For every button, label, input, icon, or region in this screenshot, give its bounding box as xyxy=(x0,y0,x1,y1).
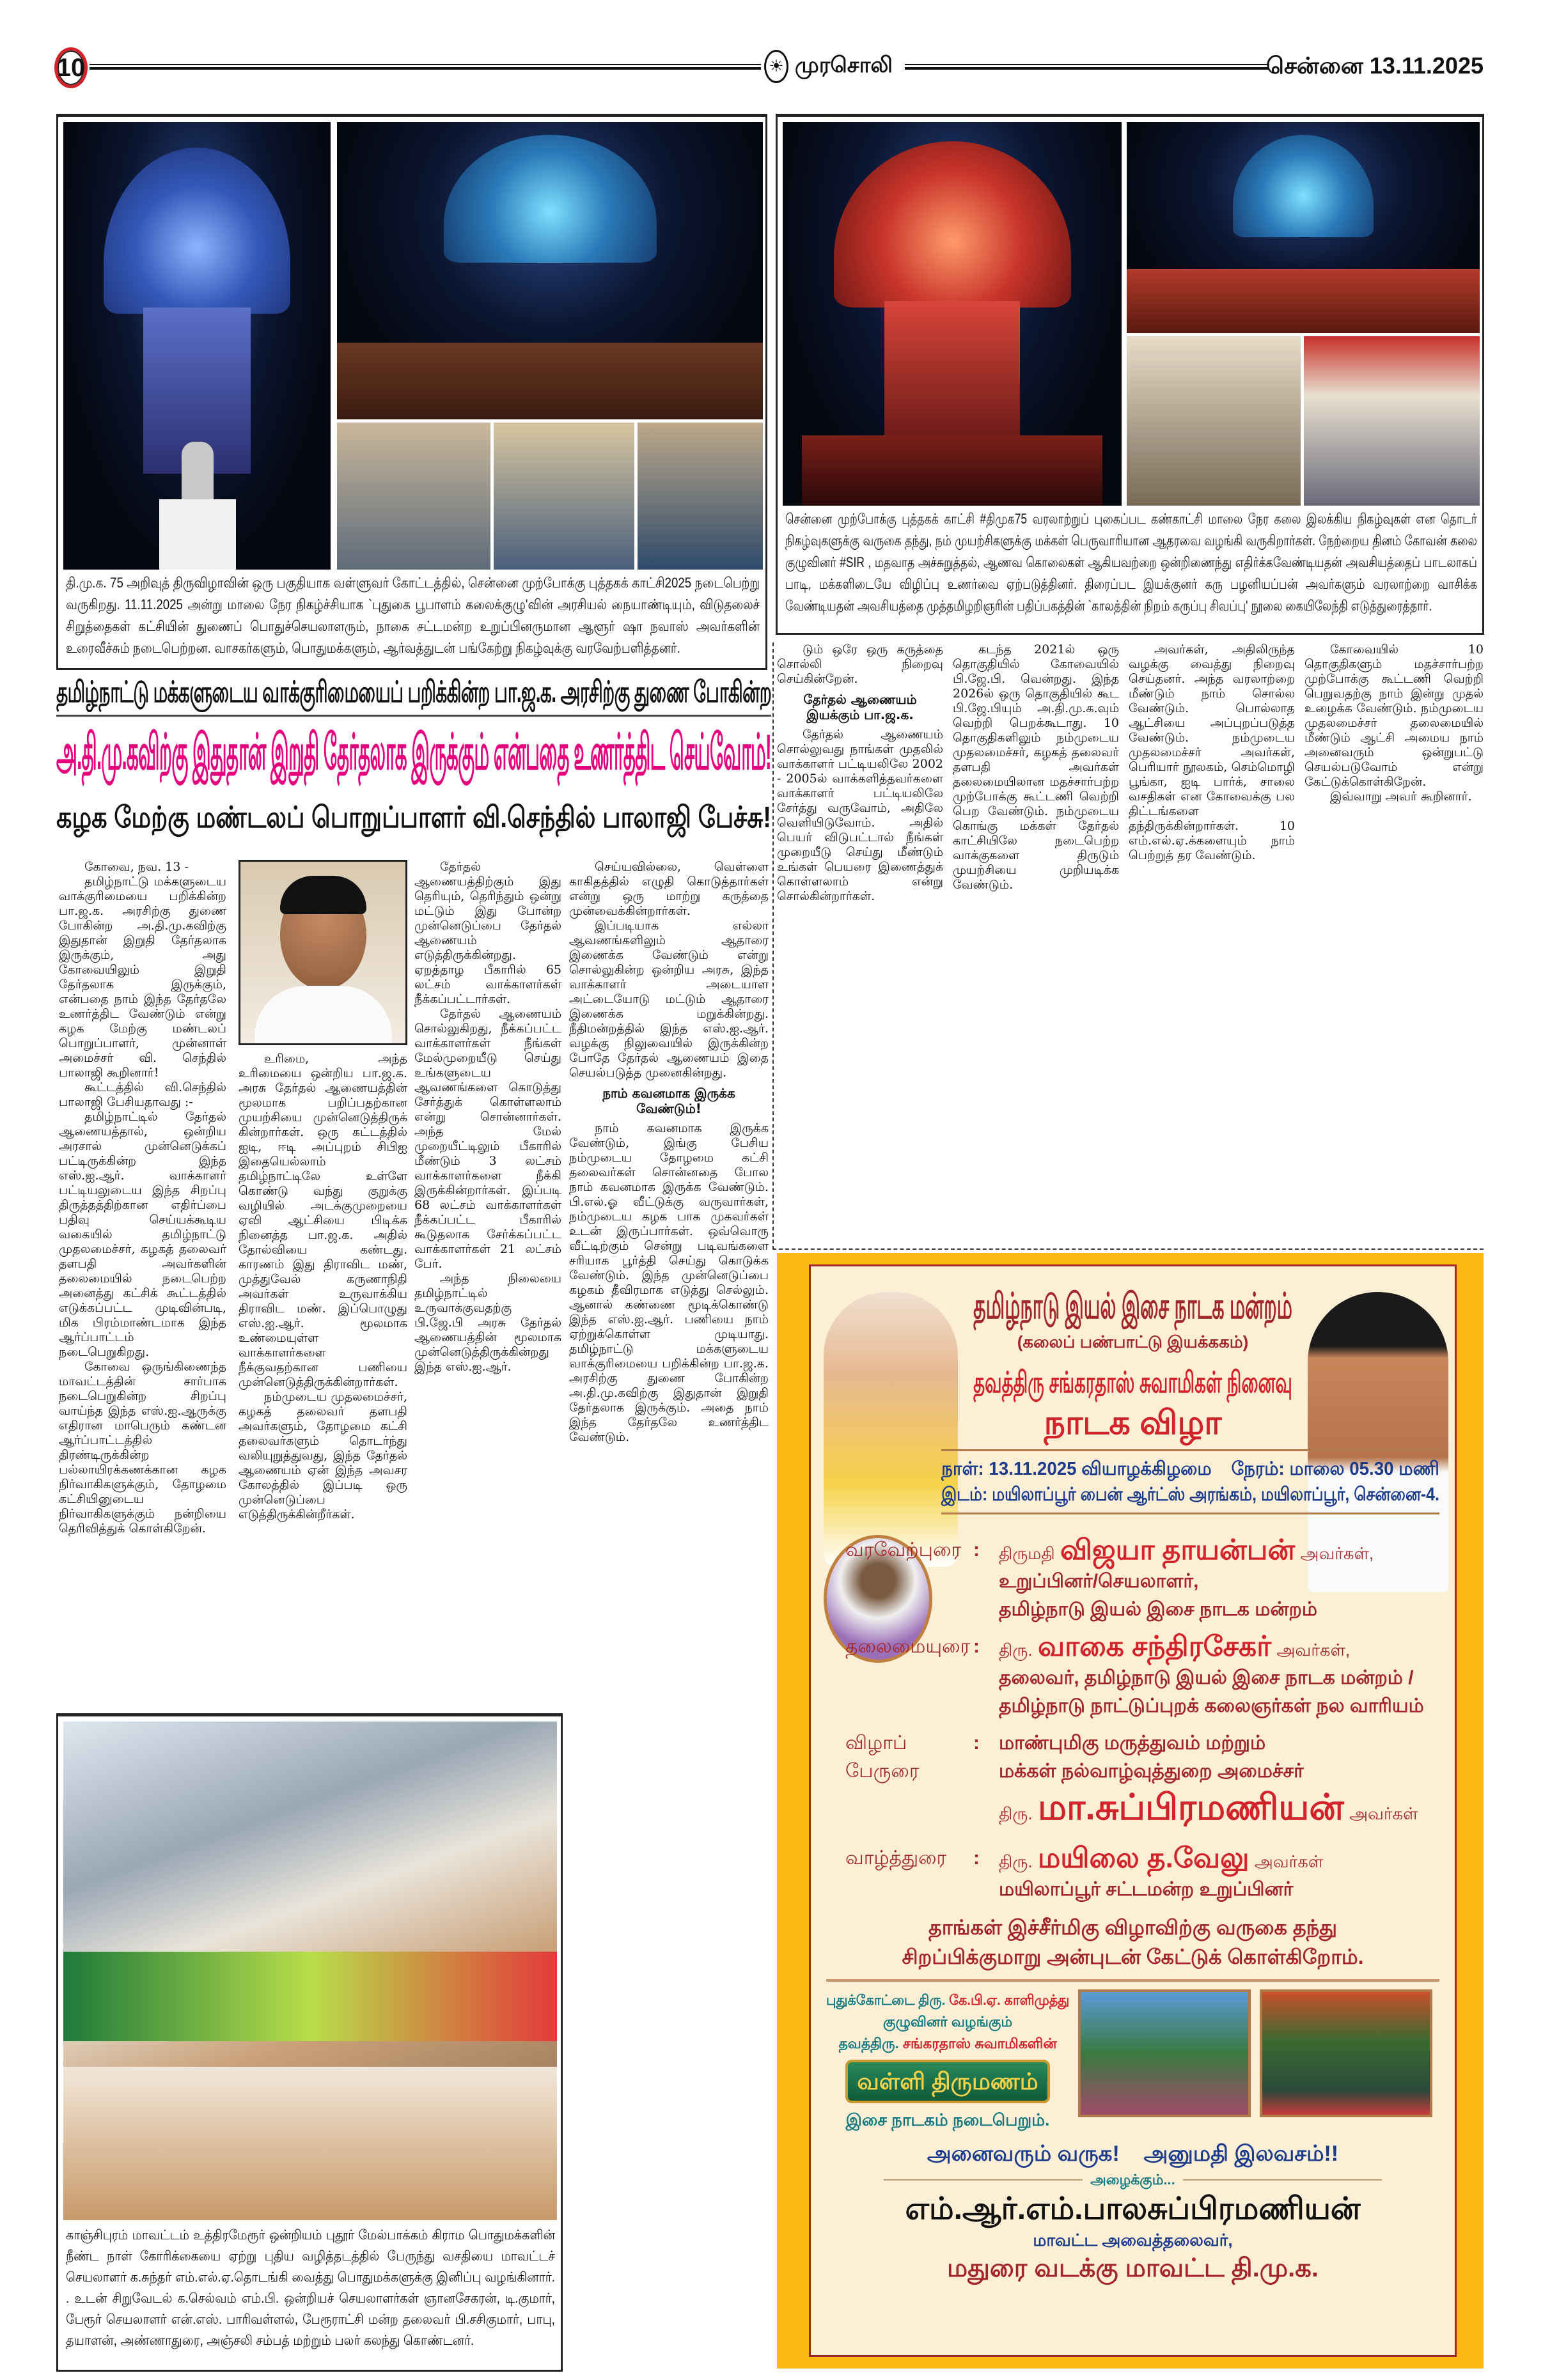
program-felicitation xyxy=(845,1844,1439,1904)
page-header xyxy=(54,45,1484,89)
main-headline: அ.தி.மு.கவிற்கு இதுதான் இறுதி தேர்தலாக இருக்கும் என்பதை உணர்த்திட செய்வோம்! xyxy=(56,724,771,780)
photo-story-bus-service xyxy=(56,1713,563,2372)
article-paragraph: கூட்டத்தில் வி.செந்தில் பாலாஜி பேசியதாவது :- xyxy=(59,1080,226,1109)
photo-caption: சென்னை முற்போக்கு புத்தகக் காட்சி #திமுக75 வரலாற்றுப் புகைப்பட கண்காட்சி மாலை நேர கலை இலக்கிய நிகழ்வுகள் என தொடர் நிகழ்வுகளுக்கு வருகை தந்து, நம் முயற்சிகளுக்கு மக்கள் பெருவாரியான ஆதரவை வழங்கி வருகிறார்கள். நேற்றைய தினம் கோவன் கலை குழுவினர் #SIR , மதவாத அச்சுறுத்தல், ஆணவ கொலைகள் ஆகியவற்றை ஒன்றிணைந்து எதிர்க்கவேண்டியதன் அவசியத்தைப் பாடலாகப் பாடி, மக்களிடையே விழிப்பு உணர்வை ஏற்படுத்தினர். திரைப்பட இயக்குனர் கரு பழனியப்பன் அவர்களும் வரலாற்றை வாசிக்க வேண்டியதன் அவசியத்தை முத்தமிழறிஞரின் பதிப்பகத்தின் `காலத்தின் நிறம் கருப்பு சிவப்பு' நூலை கையிலேந்தி எடுத்துரைத்தார். xyxy=(785,511,1477,614)
speaker-role: உறுப்பினர்/செயலாளர், xyxy=(999,1571,1199,1592)
event-advertisement xyxy=(777,1253,1484,2368)
photo-dome-speaker xyxy=(63,122,331,570)
ad-divider xyxy=(1183,2179,1382,2181)
main-headline-wrap xyxy=(56,721,771,785)
speaker-role: மக்கள் நல்வாழ்வுத்துறை அமைச்சர் xyxy=(999,1761,1304,1782)
sub-headline-wrap xyxy=(56,799,771,837)
honorific: அவர்கள், xyxy=(1300,1544,1374,1563)
article-subheading: நாம் கவனமாக இருக்க வேண்டும்! xyxy=(602,1085,735,1116)
ad-divider xyxy=(826,1979,1439,1982)
program-presiding xyxy=(845,1633,1439,1720)
photo-story-dmk75 xyxy=(776,114,1484,635)
photo-book-exhibition xyxy=(1304,336,1480,506)
ad-venue: இடம்: மயிலாப்பூர் பைன் ஆர்ட்ஸ் அரங்கம், மயிலாப்பூர், சென்னை-4. xyxy=(941,1484,1439,1505)
article-paragraph: கோவை, நவ. 13 - xyxy=(84,860,189,874)
article-column xyxy=(239,1052,407,1705)
header-rule xyxy=(90,64,761,70)
colon: : xyxy=(973,1539,980,1560)
host-title: மாவட்ட அவைத்தலைவர், xyxy=(1033,2230,1233,2250)
article-paragraph: டும் ஒரே ஒரு கருத்தை சொல்லி நிறைவு செய்கின்றேன். xyxy=(777,642,943,686)
photo-story-book-fair xyxy=(56,114,767,670)
title-prefix: தவத்திரு. xyxy=(838,2035,899,2051)
speaker-role: மயிலாப்பூர் சட்டமன்ற உறுப்பினர் xyxy=(999,1879,1294,1900)
sub-headline: கழக மேற்கு மண்டலப் பொறுப்பாளர் வி.செந்தில் பாலாஜி பேச்சு! xyxy=(56,800,771,834)
article-paragraph: உரிமை, அந்த உரிமையை ஒன்றிய பா.ஜ.க. அரசு தேர்தல் ஆணையத்தின் மூலமாக பறிப்பதற்கான முயற்சியை முன்னெடுத்திருக் கின்றார்கள். ஒரு கட்டத்தில் ஐடி, ஈடி அப்புறம் சிபிஐ இதையெல்லாம் தமிழ்நாட்டிலே உள்ளே கொண்டு வந்து குறுக்கு வழியில் அடக்குமுறையை ஏவி ஆட்சியை பிடிக்க நினைத்த பா.ஜ.க. அதில் தோல்வியை கண்டது. காரணம் இது திராவிட மண், முத்துவேல் கருணாநிதி அவர்கள் உருவாக்கிய திராவிட மண். இப்பொழுது எஸ்.ஐ.ஆர். மூலமாக உண்மையுள்ள வாக்காளர்களை நீக்குவதற்கான பணியை முன்னெடுத்திருக்கின்றார்கள். xyxy=(239,1052,407,1389)
article-paragraph: அவர்கள், அதிலிருந்த வழக்கு வைத்து நிறைவு செய்தனர். அந்த வரலாற்றை மீண்டும் நாம் சொல்ல வேண்டும். பொல்லாத ஆட்சியை அப்புறப்படுத்த வேண்டும். நம்முடைய முதலமைச்சர் அவர்கள், பெரியார் நூலகம், செம்மொழி பூங்கா, ஐடி பார்க், சாலை வசதிகள் என கோவைக்கு பல திட்டங்களை தந்திருக்கின்றார்கள். 10 எம்.எல்.ஏ.க்களையும் நாம் பெற்றுத் தர வேண்டும். xyxy=(1129,642,1295,862)
troupe-leader: கே.பி.ஏ. காளிமுத்து xyxy=(949,1992,1070,2008)
program-label: வரவேற்புரை xyxy=(845,1539,961,1560)
program-keynote xyxy=(845,1729,1439,1835)
inviting-label: அழைக்கும்... xyxy=(1090,2172,1175,2188)
title-prefix: திரு. xyxy=(999,1640,1033,1660)
speaker-org: தமிழ்நாடு நாட்டுப்புறக் கலைஞர்கள் நல வாரியம் xyxy=(999,1695,1424,1716)
article-column xyxy=(414,860,561,1705)
ad-event-title: தவத்திரு சங்கரதாஸ் சுவாமிகள் நினைவு xyxy=(973,1365,1292,1399)
title-prefix: திருமதி xyxy=(999,1544,1055,1563)
title-prefix: திரு. xyxy=(999,1804,1033,1823)
author-photo xyxy=(239,860,407,1045)
photo-drama-scene-2 xyxy=(1260,1989,1432,2117)
article-paragraph: கடந்த 2021ல் ஒரு தொகுதியில் கோவையில் பி.ஜே.பி. வென்றது. இந்த 2026ல் ஒரு தொகுதியில் கூட பி.ஜே.பியும் அ.தி.மு.க.வும் வெற்றி பெறக்கூடாது. 10 தொகுதிகளிலும் நம்முடைய முதலமைச்சர், கழகத் தலைவர் தளபதி அவர்கள் தலைமையிலான மதச்சார்பற்ற முற்போக்கு கூட்டணி வெற்றி பெற வேண்டும். நம்முடைய கொங்கு மக்கள் தேர்தல் காட்சியிலே நடைபெற்ற வாக்குகளை திருடும் முயற்சியை முறியடிக்க வேண்டும். xyxy=(953,642,1119,892)
article-column xyxy=(953,642,1119,1243)
colon: : xyxy=(973,1636,980,1657)
ad-divider xyxy=(941,1513,1439,1514)
title-prefix: திரு. xyxy=(999,1852,1033,1871)
host-organization: மதுரை வடக்கு மாவட்ட தி.மு.க. xyxy=(947,2254,1319,2282)
article-paragraph: தமிழ்நாட்டு மக்களுடைய வாக்குரிமையை பறிக்கின்ற பா.ஜ.க. அரசிற்கு துணை போகின்ற அ.தி.மு.கவிற்கு இதுதான் இறுதி தேர்தலாக இருக்கும், அது கோவையிலும் இறுதி தேர்தலாக இருக்கும், என்பதை நாம் இந்த தேர்தலே உணர்த்திட வேண்டும் என்று கழக மேற்கு மண்டலப் பொறுப்பாளர், முன்னாள் அமைச்சர் வி. செந்தில் பாலாஜி கூறினார்! xyxy=(59,875,226,1080)
program-label: தலைமையுரை xyxy=(845,1636,970,1657)
edition-date: சென்னை 13.11.2025 xyxy=(1265,52,1484,79)
article-column xyxy=(59,860,226,1705)
speaker-name: விஜயா தாயன்பன் xyxy=(1060,1534,1296,1566)
inviting-row xyxy=(884,2170,1382,2190)
article-paragraph: தேர்தல் ஆணையத்திற்கும் இது தெரியும், தெரிந்தும் ஒன்று மட்டும் இது போன்ற முன்னெடுப்பை தேர்தல் ஆணையம் எடுத்திருக்கின்றது. ஏறத்தாழ பீகாரில் 65 லட்சம் வாக்காளர்கள் நீக்கப்பட்டார்கள். xyxy=(414,860,561,1006)
ad-org-title: தமிழ்நாடு இயல் இசை நாடக மன்றம் xyxy=(973,1286,1292,1326)
article-subheading: தேர்தல் ஆணையம் இயக்கும் பா.ஜ.க. xyxy=(803,692,917,722)
article-paragraph: செய்யவில்லை, வெள்ளை காகிதத்தில் எழுதி கொடுத்தார்கள் என்று ஒரு மாற்று கருத்தை முன்வைக்கின்றார்கள். xyxy=(569,860,769,918)
kicker-rule xyxy=(56,715,771,717)
play-title: வள்ளி திருமணம் xyxy=(857,2068,1038,2094)
speaker-name: மா.சுப்பிரமணியன் xyxy=(1037,1787,1344,1827)
photo-book-stall-3 xyxy=(638,423,763,570)
host-name: எம்.ஆர்.எம்.பாலசுப்பிரமணியன் xyxy=(905,2192,1361,2226)
article-paragraph: இப்படியாக எல்லா ஆவணங்களிலும் ஆதாரை இணைக்க வேண்டும் என்று சொல்லுகின்ற ஒன்றிய அரசு, இந்த வாக்காளர் அடையாள அட்டையோடு மட்டும் ஆதாரை இணைக்க மறுக்கின்றது. நீதிமன்றத்தில் இந்த எஸ்.ஐ.ஆர். வழக்கு நிலுவையில் இருக்கின்ற போதே தேர்தல் ஆணையம் இதை செயல்படுத்த முனைகின்றது. xyxy=(569,919,769,1080)
troupe-town: புதுக்கோட்டை திரு. xyxy=(826,1992,946,2008)
colon: : xyxy=(973,1847,980,1869)
honorific: அவர்கள், xyxy=(1276,1640,1351,1660)
rising-sun-emblem-icon: ☀ xyxy=(764,50,788,83)
masthead-title: முரசொலி xyxy=(795,52,893,78)
ad-org-subtitle: (கலைப் பண்பாட்டு இயக்ககம்) xyxy=(1017,1332,1249,1351)
headline-kicker: தமிழ்நாட்டு மக்களுடைய வாக்குரிமையைப் பறிக்கின்ற பா.ஜ.க. அரசிற்கு துணை போகின்ற xyxy=(56,675,772,708)
article-paragraph: கோவையில் 10 தொகுதிகளும் மதச்சார்பற்ற முற்போக்கு கூட்டணி வெற்றி பெறுவதற்கு நாம் இன்று முதல் உழைக்க வேண்டும். நம்முடைய முதலமைச்சர் தலைமையில் மீண்டும் ஆட்சி அமைய நாம் அனைவரும் ஒன்றுபட்டு செயல்படுவோம் என்று கேட்டுக்கொள்கிறேன். xyxy=(1304,642,1484,789)
all-welcome-free-entry: அனைவரும் வருக! அனுமதி இலவசம்!! xyxy=(927,2142,1339,2166)
article-column xyxy=(569,860,769,2368)
photo-drama-scene-1 xyxy=(1078,1989,1251,2117)
invite-line-2: சிறப்பிக்குமாறு அன்புடன் கேட்டுக் கொள்கிறோம். xyxy=(902,1945,1364,1968)
play-title-banner xyxy=(845,2060,1050,2103)
speaker-name: வாகை சந்திரசேகர் xyxy=(1037,1631,1272,1662)
article-paragraph: அந்த நிலையை தமிழ்நாட்டில் உருவாக்குவதற்கு பி.ஜே.பி அரசு தேர்தல் ஆணையத்தின் மூலமாக முன்னெடுத்திருக்கின்றது இந்த எஸ்.ஐ.ஆர். xyxy=(414,1272,561,1374)
speaker-org: தமிழ்நாடு இயல் இசை நாடக மன்றம் xyxy=(999,1599,1318,1620)
photo-book-stall-1 xyxy=(337,423,490,570)
speaker-name: மயிலை த.வேலு xyxy=(1037,1842,1249,1874)
photo-book-stall-2 xyxy=(494,423,634,570)
article-paragraph: நம்முடைய முதலமைச்சர், கழகத் தலைவர் தளபதி அவர்களும், தோழமை கட்சி தலைவர்களும் தொடர்ந்து வலியுறுத்துவது, இந்த தேர்தல் ஆணையம் ஏன் இந்த அவசர கோலத்தில் இப்படி ஒரு முன்னெடுப்பை எடுத்திருக்கின்றீர்கள். xyxy=(239,1390,407,1521)
program-label: வாழ்த்துரை xyxy=(845,1847,946,1869)
header-rule xyxy=(905,64,1269,70)
article-paragraph: நாம் கவனமாக இருக்க வேண்டும், இங்கு பேசிய நம்முடைய தோழமை கட்சி தலைவர்கள் சொன்னதை போல நாம் கவனமாக இருக்க வேண்டும். பி.எல்.ஓ வீட்டுக்கு வருவார்கள், நம்முடைய கழக பாக முகவர்கள் உடன் இருப்பார்கள். ஒவ்வொரு வீட்டிற்கும் சென்று படிவங்களை சரியாக பூர்த்தி செய்து கொடுக்க வேண்டும். இந்த முன்னெடுப்பை கழகம் தீவிரமாக எடுத்து செல்லும். ஆனால் கண்ணை மூடிக்கொண்டு இந்த எஸ்.ஐ.ஆர். பணியை நாம் ஏற்றுக்கொள்ள முடியாது. தமிழ்நாட்டு மக்களுடைய வாக்குரிமையை பறிக்கின்ற பா.ஜ.க. அரசிற்கு துணை போகின்ற அ.தி.மு.கவிற்கு இதுதான் இறுதி தேர்தலாக இருக்கும். அதை நாம் இந்த தேர்தலே உணர்த்திட வேண்டும். xyxy=(569,1121,769,1444)
photo-director-with-book xyxy=(1127,336,1301,506)
masthead xyxy=(764,50,893,83)
invite-line-1: தாங்கள் இச்சீர்மிகு விழாவிற்கு வருகை தந்து xyxy=(928,1916,1337,1939)
article-column xyxy=(777,642,943,1243)
page-number: 10 xyxy=(54,47,88,88)
troupe-section xyxy=(826,1989,1439,2131)
photo-kovan-troupe xyxy=(1127,122,1480,333)
troupe-info xyxy=(826,1989,1069,2131)
troupe-presents: குழுவினர் வழங்கும் xyxy=(882,2014,1013,2030)
headline-kicker-wrap xyxy=(56,673,771,713)
photo-dome-red xyxy=(783,122,1122,506)
article-paragraph: தமிழ்நாட்டில் தேர்தல் ஆணையத்தால், ஒன்றிய அரசால் முன்னெடுக்கப் பட்டிருக்கின்ற இந்த எஸ்.ஐ.ஆர். வாக்காளர் பட்டியலுடைய இந்த சிறப்பு திருத்தத்திற்கான எதிர்ப்பை பதிவு செய்யக்கூடிய வகையில் தமிழ்நாட்டு முதலமைச்சர், கழகத் தலைவர் தளபதி அவர்களின் தலைமையில் நடைபெற்ற அனைத்து கட்சிக் கூட்டத்தில் எடுக்கப்பட்ட முடிவின்படி, மிக பிரம்மாண்டமாக இந்த ஆர்ப்பாட்டம் நடைபெறுகிறது. xyxy=(59,1110,226,1359)
photo-caption: காஞ்சிபுரம் மாவட்டம் உத்திரமேரூர் ஒன்றியம் புதூர் மேல்பாக்கம் கிராம பொதுமக்களின் நீண்ட நாள் கோரிக்கையை ஏற்று புதிய வழித்தடத்தில் பேருந்து வசதியை மாவட்டச் செயலாளர் க.சுந்தர் எம்.எல்.ஏ.தொடங்கி வைத்து பொதுமக்களுக்கு இனிப்பு வழங்கினார். . உடன் சிறுவேடல் க.செல்வம் எம்.பி. ஒன்றியச் செயலாளர்கள் ஞானசேகரன், டி.குமார், பேரூர் செயலாளர் என்.எஸ். பாரிவள்ளல், பேரூராட்சி மன்ற தலைவர் பி.சசிகுமார், பாபு, தயாளன், அண்ணாதுரை, அஞ்சலி சம்பத் மற்றும் பலர் கலந்து கொண்டனர். xyxy=(66,2228,555,2348)
honorific: அவர்கள் xyxy=(1254,1852,1324,1871)
play-note: இசை நாடகம் நடைபெறும். xyxy=(845,2110,1050,2129)
photo-bus-inauguration xyxy=(63,1722,557,2220)
photo-stage-performance xyxy=(337,122,763,419)
playwright: சங்கரதாஸ் சுவாமிகளின் xyxy=(902,2035,1057,2051)
section-divider xyxy=(772,1248,1484,1250)
photo-caption: தி.மு.க. 75 அறிவுத் திருவிழாவின் ஒரு பகுதியாக வள்ளுவர் கோட்டத்தில், சென்னை முற்போக்கு புத்தகக் காட்சி2025 நடைபெற்று வருகிறது. 11.11.2025 அன்று மாலை நேர நிகழ்ச்சியாக `புதுகை பூபாளம் கலைக்குழு'வின் அரசியல் நையாண்டியும், விடுதலைச் சிறுத்தைகள் கட்சியின் துணைப் பொதுச்செயலாளரும், நாகை சட்டமன்ற உறுப்பினருமான ஆளூர் ஷா நவாஸ் அவர்களின் உரைவீச்சும் நடைபெற்றன. வாசகர்களும், பொதுமக்களும், ஆர்வத்துடன் பங்கேற்று நிகழ்வுக்கு வரவேற்பளித்தனர். xyxy=(66,575,760,656)
program-label: விழாப் பேருரை xyxy=(845,1732,920,1782)
honorific: அவர்கள் xyxy=(1349,1804,1418,1823)
program-welcome xyxy=(845,1536,1439,1624)
article-paragraph: கோவை ஒருங்கிணைந்த மாவட்டத்தின் சார்பாக நடைபெறுகின்ற சிறப்பு வாய்ந்த இந்த எஸ்.ஐ.ஆருக்கு எதிரான மாபெரும் கண்டன ஆர்ப்பாட்டத்தில் திரண்டிருக்கின்ற பல்லாயிரக்கணக்கான கழக நிர்வாகிகளுக்கும், தோழமை கட்சியினுடைய நிர்வாகிகளுக்கும் நன்றியை தெரிவித்துக் கொள்கிறேன். xyxy=(59,1360,226,1536)
colon: : xyxy=(973,1732,980,1754)
article-paragraph: இவ்வாறு அவர் கூறினார். xyxy=(1330,789,1472,804)
article-paragraph: தேர்தல் ஆணையம் சொல்லுகிறது, நீக்கப்பட்ட வாக்காளர்கள் நீங்கள் மேல்முறையீடு செய்து உங்களுடைய ஆவணங்களை கொடுத்து சேர்த்துக் கொள்ளலாம் என்று சொன்னார்கள். அந்த மேல் முறையீட்டிலும் பீகாரில் மீண்டும் 3 லட்சம் வாக்காளர்களை நீக்கி இருக்கின்றார்கள். இப்படி 68 லட்சம் வாக்காளர்கள் நீக்கப்பட்ட பீகாரில் கூடுதலாக சேர்க்கப்பட்ட வாக்காளர்கள் 21 லட்சம் பேர். xyxy=(414,1007,561,1271)
ad-divider xyxy=(941,1449,1439,1451)
article-column xyxy=(1129,642,1295,1243)
speaker-role: தலைவர், தமிழ்நாடு இயல் இசை நாடக மன்றம் / xyxy=(999,1667,1414,1688)
article-paragraph: தேர்தல் ஆணையம் சொல்லுவது நாங்கள் முதலில் வாக்காளர் பட்டியலிலே 2002 - 2005ல் வாக்களித்தவர்களை வாக்காளர் பட்டியலிலே சேர்த்து வருவோம், அதிலே வெளியிடுவோம். அதில் பெயர் விடுபட்டால் நீங்கள் முறையீடு செய்து மீண்டும் உங்கள் பெயரை இணைத்துக் கொள்ளலாம் என்று சொல்கின்றார்கள். xyxy=(777,727,943,903)
ad-divider xyxy=(884,2179,1083,2181)
ad-event-title-2: நாடக விழா xyxy=(1044,1404,1222,1442)
column-divider xyxy=(772,642,774,1250)
article-column xyxy=(1304,642,1484,1243)
ad-date-time: நாள்: 13.11.2025 வியாழக்கிழமை நேரம்: மாலை 05.30 மணி xyxy=(941,1459,1439,1479)
speaker-role: மாண்புமிகு மருத்துவம் மற்றும் xyxy=(999,1732,1266,1754)
